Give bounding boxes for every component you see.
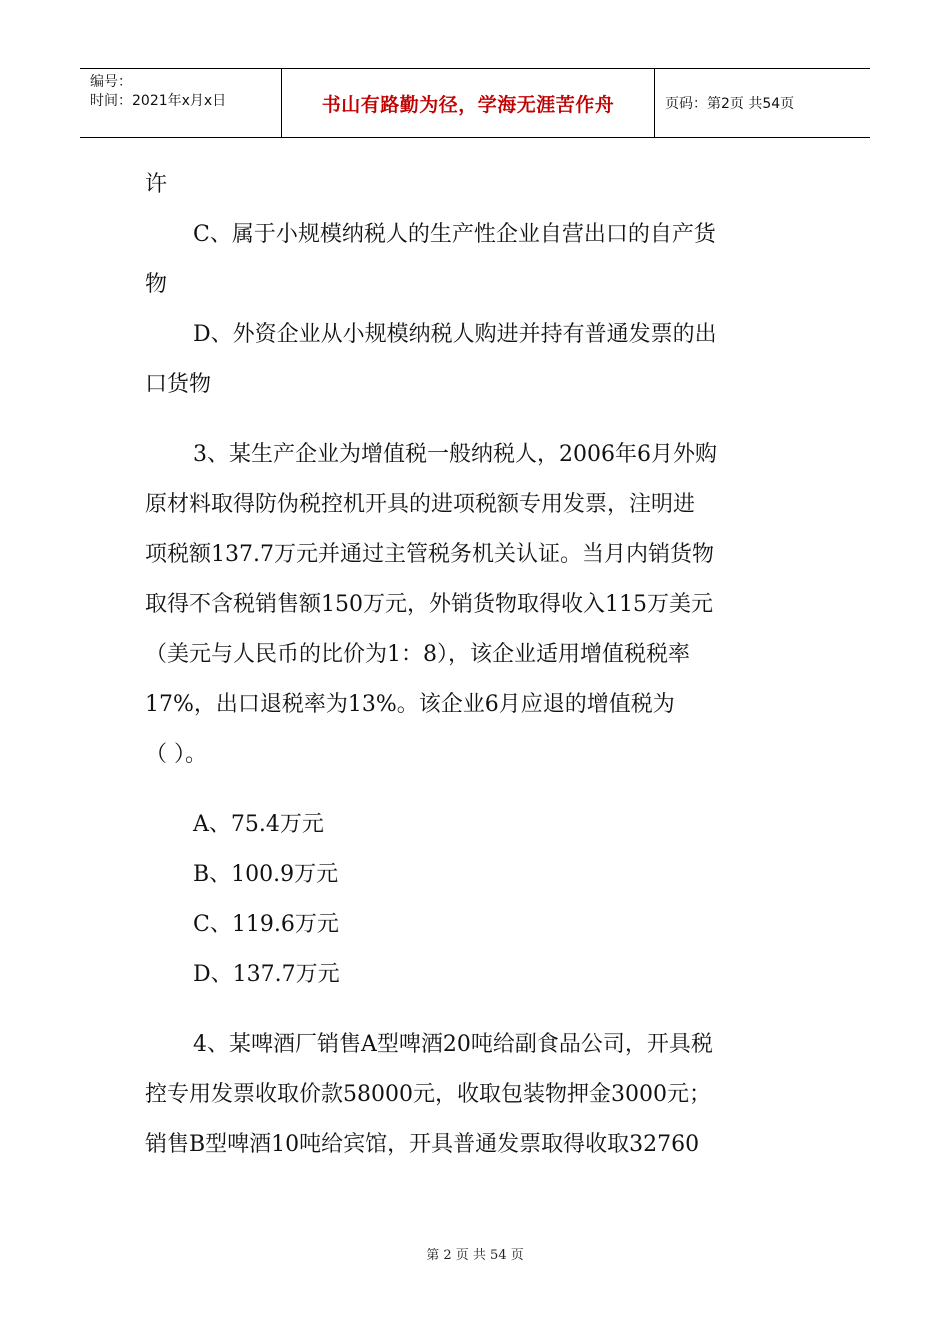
text-line: 17%，出口退税率为13%。该企业6月应退的增值税为 xyxy=(145,692,675,717)
option-c-line: C、属于小规模纳税人的生产性企业自营出口的自产货 xyxy=(193,222,716,247)
text-line: 项税额137.7万元并通过主管税务机关认证。当月内销货物 xyxy=(145,542,714,567)
text-line: 取得不含税销售额150万元，外销货物取得收入115万美元 xyxy=(145,592,713,617)
spacer xyxy=(145,410,815,430)
question-4-line: 4、某啤酒厂销售A型啤酒20吨给副食品公司，开具税 xyxy=(193,1032,713,1057)
answer-option-c: C、119.6万元 xyxy=(193,912,339,937)
answer-option-a: A、75.4万元 xyxy=(193,812,324,837)
header-page-cell xyxy=(655,69,870,137)
page-info: 页码：第2页 共54页 xyxy=(665,96,795,112)
text-line: 口货物 xyxy=(145,372,212,397)
text-line: 原材料取得防伪税控机开具的进项税额专用发票，注明进 xyxy=(145,492,696,517)
answer-option-b: B、100.9万元 xyxy=(193,862,339,887)
text-line: （ ）。 xyxy=(145,742,207,767)
question-3-line: 3、某生产企业为增值税一般纳税人，2006年6月外购 xyxy=(193,442,717,467)
spacer xyxy=(145,780,815,800)
header-left-cell xyxy=(80,69,282,137)
text-line: 许 xyxy=(145,172,168,197)
number-label: 编号： xyxy=(90,74,132,90)
text-line: 销售B型啤酒10吨给宾馆，开具普通发票取得收取32760 xyxy=(145,1132,700,1157)
text-line: （美元与人民币的比价为1：8），该企业适用增值税税率 xyxy=(145,642,690,667)
option-d-line: D、外资企业从小规模纳税人购进并持有普通发票的出 xyxy=(193,322,717,347)
page-header xyxy=(80,68,870,138)
text-line: 控专用发票收取价款58000元，收取包装物押金3000元； xyxy=(145,1082,711,1107)
motto-text: 书山有路勤为径，学海无涯苦作舟 xyxy=(321,93,615,116)
spacer xyxy=(145,1000,815,1020)
page-footer xyxy=(0,1244,950,1263)
text-line: 物 xyxy=(145,272,168,297)
answer-option-d: D、137.7万元 xyxy=(193,962,340,987)
header-motto-cell xyxy=(282,69,655,137)
footer-page-number: 第 2 页 共 54 页 xyxy=(426,1248,524,1263)
document-body xyxy=(145,160,815,1170)
time-label: 时间：2021年x月x日 xyxy=(90,93,227,109)
